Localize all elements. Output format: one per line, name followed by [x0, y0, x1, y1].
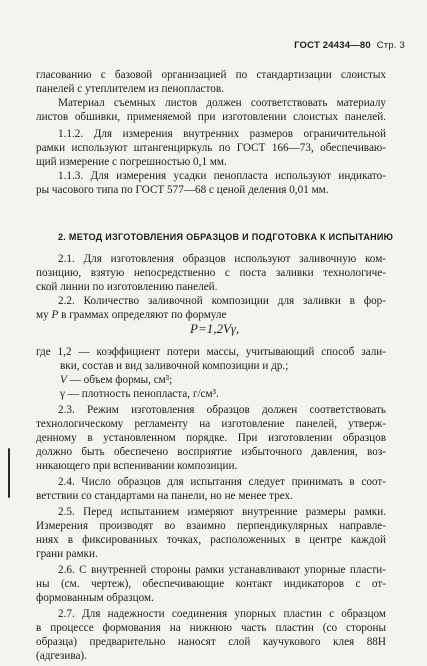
- standard-number: ГОСТ 24434—80: [294, 40, 371, 51]
- text-line: Материал съемных листов должен соответствовать материалу: [58, 97, 386, 109]
- text-line: должно быть обеспечено восприятие избыточного давления, воз-: [36, 446, 386, 458]
- text-line: му P в граммах определяют по формуле: [36, 309, 227, 321]
- page-number: Стр. 3: [376, 40, 405, 51]
- text-line: ры часового типа по ГОСТ 577—68 с ценой деления 0,01 мм.: [36, 184, 329, 196]
- margin-mark: [8, 448, 10, 498]
- text-line: ниях в фиксированных точках, расположенных в центре каждой: [36, 534, 386, 546]
- text-line: 1.1.2. Для измерения внутренних размеров ограничительной: [58, 128, 386, 140]
- section-heading: 2. МЕТОД ИЗГОТОВЛЕНИЯ ОБРАЗЦОВ И ПОДГОТОВКА К ИСПЫТАНИЮ: [58, 232, 394, 242]
- text-line: 2.5. Перед испытанием измеряют внутренние размеры рамки.: [58, 506, 386, 518]
- text-line: листов обшивки, применяемой при изготовлении слоистых панелей.: [36, 111, 386, 123]
- text-line: 1.1.3. Для измерения усадки пенопласта используют индикато-: [58, 170, 386, 182]
- text-line: денному в установленном порядке. При изготовлении образцов: [36, 432, 386, 444]
- text-line: образца) предварительно наносят слой каучукового клея 88Н: [36, 636, 386, 648]
- text-line: формованным образцом.: [36, 592, 154, 604]
- text-line: 2.2. Количество заливочной композиции для заливки в фор-: [58, 295, 386, 307]
- text-line: панелей с утеплителем из пенопластов.: [36, 83, 224, 95]
- formula: P=1,2Vγ,: [190, 321, 240, 336]
- text-line: 2.3. Режим изготовления образцов должен соответствовать: [58, 404, 386, 416]
- text-line: Измерения производят во взаимно перпендикулярных направле-: [36, 520, 386, 532]
- page-header: [294, 40, 405, 51]
- text-line: технологическому регламенту на изготовление панелей, утверж-: [36, 418, 386, 430]
- text-line: где 1,2 — коэффициент потери массы, учитывающий способ зали-: [36, 346, 386, 358]
- text-line: рамки используют штангенциркуль по ГОСТ 166—73, обеспечиваю-: [36, 142, 386, 154]
- text-line: в процессе формования на нижнюю часть пластин (со стороны: [36, 622, 386, 634]
- text-line: щий измерение с погрешностью 0,1 мм.: [36, 156, 227, 168]
- text-line: ской линии по изготовлению панелей.: [36, 281, 218, 293]
- text-line: гласованию с базовой организацией по стандартизации слоистых: [36, 69, 386, 81]
- text-line: 2.7. Для надежности соединения упорных пластин с образцом: [58, 608, 386, 620]
- text-line: ветствии со стандартами на панели, но не менее трех.: [36, 490, 293, 502]
- text-line: V — объем формы, см³;: [60, 374, 173, 386]
- text-line: никающего при вспенивании композиции.: [36, 460, 238, 472]
- text-line: ны (см. чертеж), обеспечивающие контакт индикаторов с от-: [36, 578, 386, 590]
- text-line: вки, состав и вид заливочной композиции и др.;: [60, 360, 289, 372]
- text-line: 2.6. С внутренней стороны рамки устанавливают упорные пласти-: [58, 564, 386, 576]
- text-line: γ — плотность пенопласта, г/см³.: [60, 388, 219, 400]
- text-line: позицию, взятую непосредственно с поста заливки технологиче-: [36, 267, 386, 279]
- text-line: грани рамки.: [36, 548, 98, 560]
- text-line: 2.4. Число образцов для испытания следует принимать в соот-: [58, 476, 386, 488]
- text-line: (адгезива).: [36, 650, 87, 662]
- text-line: 2.1. Для изготовления образцов используют заливочную ком-: [58, 253, 386, 265]
